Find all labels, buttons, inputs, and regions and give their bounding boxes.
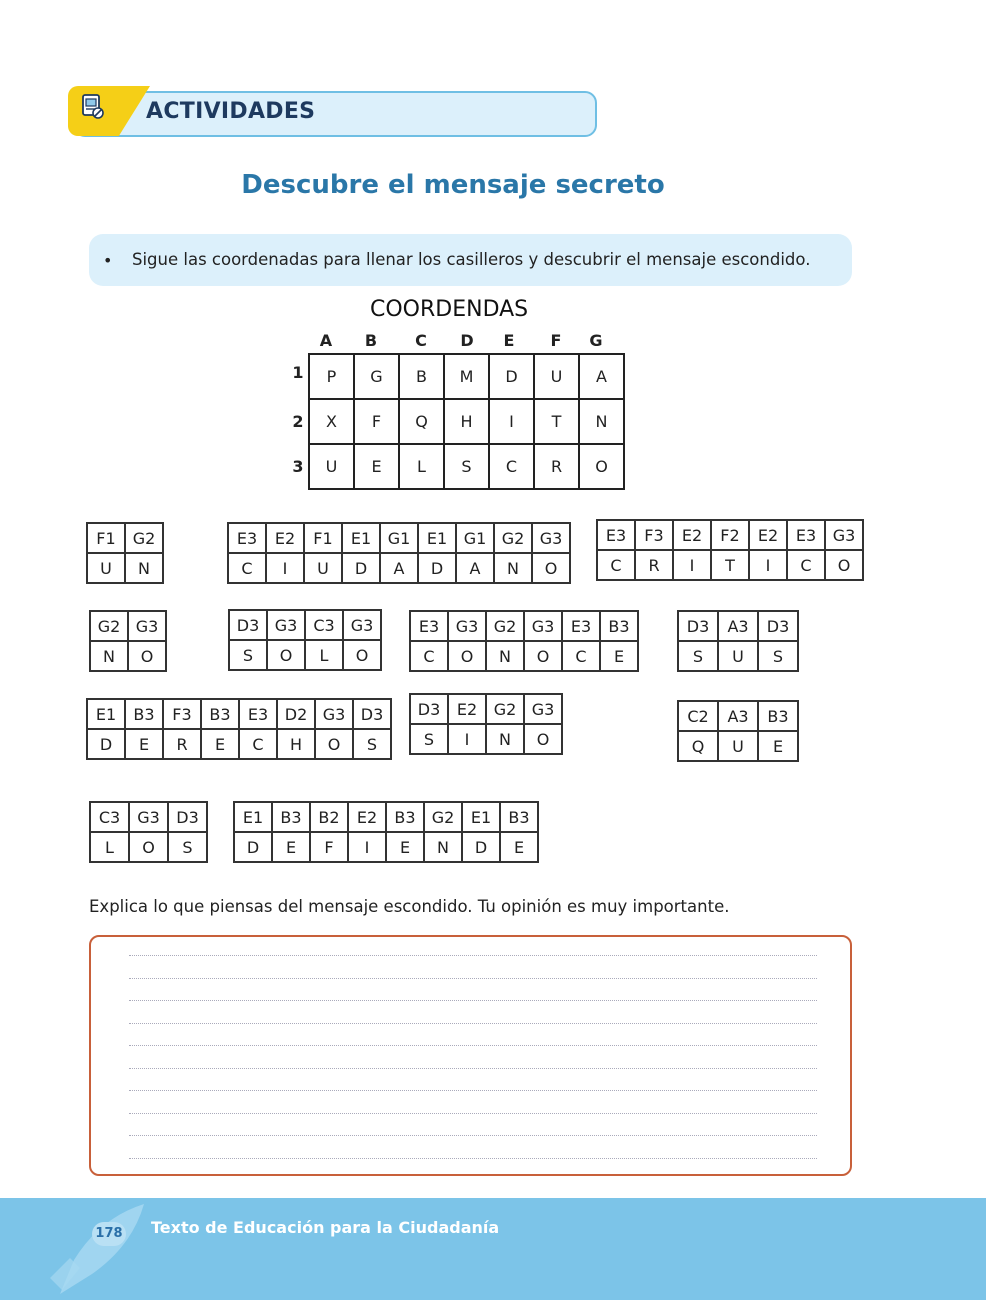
coordinate-code: E1 [418,523,456,553]
instruction-text: Sigue las coordenadas para llenar los casilleros y descubrir el mensaje escondido. [132,250,811,269]
grid-cell: M [444,354,489,399]
answer-letter[interactable]: D [234,832,272,862]
grid-cell: R [534,444,579,489]
writing-line [129,1000,817,1001]
answer-letter[interactable]: A [456,553,494,583]
column-letter: G [589,331,603,350]
coordinate-code: B3 [201,699,239,729]
answer-letter[interactable]: N [486,641,524,671]
coordinate-code: E1 [234,802,272,832]
answer-letter[interactable]: O [129,832,168,862]
coordinate-code: G2 [486,694,524,724]
answer-letter[interactable]: O [825,550,863,580]
answer-letter[interactable]: S [410,724,448,754]
grid-cell: I [489,399,534,444]
grid-cell: N [579,399,624,444]
answer-letter[interactable]: Q [678,731,718,761]
word-box [227,522,571,584]
coordinate-code: G1 [380,523,418,553]
answer-letter[interactable]: O [128,641,166,671]
answer-letter[interactable]: S [758,641,798,671]
explanation-prompt: Explica lo que piensas del mensaje escondido. Tu opinión es muy importante. [89,897,730,916]
answer-letter[interactable]: O [343,640,381,670]
coordinate-code: E3 [410,611,448,641]
activity-icon [78,92,106,120]
page-title [0,170,906,200]
column-letter: E [503,331,515,350]
coordinate-code: G3 [524,694,562,724]
coordinate-code: B2 [310,802,348,832]
word-box [677,610,799,672]
answer-letter[interactable]: S [353,729,391,759]
answer-letter[interactable]: S [229,640,267,670]
writing-line [129,1045,817,1046]
coordinate-code: A3 [718,611,758,641]
coordinate-code: E3 [787,520,825,550]
column-letter: D [460,331,474,350]
answer-letter[interactable]: N [424,832,462,862]
answer-letter[interactable]: O [524,724,562,754]
coordinate-code: G2 [424,802,462,832]
page-number: 178 [92,1222,126,1246]
answer-letter[interactable]: I [673,550,711,580]
answer-letter[interactable]: U [718,731,758,761]
coordinates-grid [308,353,625,490]
coordinate-code: D3 [353,699,391,729]
coordinate-code: F3 [163,699,201,729]
book-title: Texto de Educación para la Ciudadanía [151,1218,500,1237]
coordinate-code: E3 [228,523,266,553]
writing-line [129,1090,817,1091]
coordinate-code: C3 [90,802,129,832]
answer-letter[interactable]: N [125,553,163,583]
answer-letter[interactable]: F [310,832,348,862]
coordinate-code: C3 [305,610,343,640]
coordinate-code: D3 [410,694,448,724]
writing-line [129,955,817,956]
row-number: 2 [292,412,304,431]
answer-letter[interactable]: A [380,553,418,583]
grid-cell: X [309,399,354,444]
answer-letter[interactable]: O [267,640,305,670]
coordinate-code: E1 [342,523,380,553]
coordinate-code: D3 [168,802,207,832]
answer-letter[interactable]: D [462,832,500,862]
answer-letter[interactable]: U [87,553,125,583]
coordinate-code: E2 [266,523,304,553]
column-letter: C [415,331,427,350]
writing-line [129,1023,817,1024]
coordinate-code: E2 [448,694,486,724]
writing-line [129,1158,817,1159]
column-letter: A [319,331,333,350]
coordinate-code: F1 [87,523,125,553]
answer-letter[interactable]: L [305,640,343,670]
answer-letter[interactable]: H [277,729,315,759]
instruction-bullet: • [103,251,113,270]
grid-cell: P [309,354,354,399]
grid-cell: F [354,399,399,444]
row-number: 1 [292,363,304,382]
grid-cell: T [534,399,579,444]
word-box [228,609,382,671]
coordinate-code: A3 [718,701,758,731]
answer-letter[interactable]: D [87,729,125,759]
word-box [409,693,563,755]
coordinate-code: G3 [343,610,381,640]
writing-line [129,1068,817,1069]
answer-letter[interactable]: R [635,550,673,580]
word-box [86,522,164,584]
coordinate-code: F2 [711,520,749,550]
coordinate-code: G3 [825,520,863,550]
rocket-icon [40,1198,150,1300]
coordinate-code: E2 [673,520,711,550]
grid-cell: O [579,444,624,489]
grid-cell: Q [399,399,444,444]
coordinate-code: B3 [272,802,310,832]
coordinates-title: COORDENDAS [370,297,529,322]
answer-letter[interactable]: R [163,729,201,759]
coordinate-code: F1 [304,523,342,553]
coordinate-code: F3 [635,520,673,550]
word-box [86,698,392,760]
answer-letter[interactable]: D [418,553,456,583]
column-letter: B [364,331,378,350]
answer-letter[interactable]: O [524,641,562,671]
answer-letter[interactable]: E [125,729,163,759]
grid-cell: G [354,354,399,399]
word-box [233,801,539,863]
answer-letter[interactable]: O [315,729,353,759]
coordinate-code: B3 [125,699,163,729]
coordinate-code: B3 [600,611,638,641]
answer-letter[interactable]: I [448,724,486,754]
answer-letter[interactable]: T [711,550,749,580]
page-title-text: Descubre el mensaje secreto [241,170,665,200]
coordinate-code: B3 [758,701,798,731]
coordinate-code: G3 [267,610,305,640]
answer-letter[interactable]: I [749,550,787,580]
coordinate-code: G1 [456,523,494,553]
grid-cell: U [534,354,579,399]
coordinate-code: C2 [678,701,718,731]
answer-letter[interactable]: U [304,553,342,583]
coordinate-code: G2 [90,611,128,641]
writing-line [129,978,817,979]
coordinate-code: E1 [462,802,500,832]
coordinate-code: G3 [448,611,486,641]
coordinate-code: G3 [128,611,166,641]
coordinate-code: G3 [315,699,353,729]
coordinate-code: B3 [386,802,424,832]
coordinate-code: E2 [749,520,787,550]
answer-letter[interactable]: N [486,724,524,754]
answer-letter[interactable]: C [410,641,448,671]
grid-cell: A [579,354,624,399]
coordinate-code: E3 [239,699,277,729]
grid-cell: B [399,354,444,399]
answer-letter[interactable]: N [494,553,532,583]
coordinate-code: G2 [486,611,524,641]
row-number: 3 [292,457,304,476]
answer-letter[interactable]: U [718,641,758,671]
answer-letter[interactable]: O [532,553,570,583]
grid-cell: D [489,354,534,399]
answer-letter[interactable]: O [448,641,486,671]
coordinate-code: B3 [500,802,538,832]
answer-letter[interactable]: S [168,832,207,862]
coordinate-code: D3 [678,611,718,641]
answer-letter[interactable]: C [228,553,266,583]
column-letter: F [550,331,562,350]
answer-letter[interactable]: E [758,731,798,761]
answer-letter[interactable]: C [597,550,635,580]
answer-letter[interactable]: N [90,641,128,671]
word-box [409,610,639,672]
coordinate-code: G2 [125,523,163,553]
coordinate-code: G3 [532,523,570,553]
answer-box[interactable] [89,935,852,1176]
answer-letter[interactable]: C [239,729,277,759]
coordinate-code: G3 [524,611,562,641]
word-box [89,801,208,863]
grid-cell: E [354,444,399,489]
grid-cell: U [309,444,354,489]
answer-letter[interactable]: C [787,550,825,580]
answer-letter[interactable]: E [500,832,538,862]
answer-letter[interactable]: E [272,832,310,862]
answer-letter[interactable]: I [348,832,386,862]
grid-cell: L [399,444,444,489]
writing-line [129,1135,817,1136]
coordinate-code: D3 [758,611,798,641]
answer-letter[interactable]: E [201,729,239,759]
coordinate-code: E2 [348,802,386,832]
answer-letter[interactable]: C [562,641,600,671]
answer-letter[interactable]: I [266,553,304,583]
grid-cell: H [444,399,489,444]
writing-line [129,1113,817,1114]
coordinate-code: G3 [129,802,168,832]
answer-letter[interactable]: D [342,553,380,583]
grid-cell: C [489,444,534,489]
grid-cell: S [444,444,489,489]
word-box [89,610,167,672]
word-box [677,700,799,762]
coordinate-code: D3 [229,610,267,640]
coordinate-code: E3 [597,520,635,550]
answer-letter[interactable]: S [678,641,718,671]
activity-label: ACTIVIDADES [146,99,316,124]
coordinate-code: E1 [87,699,125,729]
answer-letter[interactable]: E [386,832,424,862]
coordinate-code: E3 [562,611,600,641]
coordinate-code: D2 [277,699,315,729]
answer-letter[interactable]: L [90,832,129,862]
word-box [596,519,864,581]
answer-letter[interactable]: E [600,641,638,671]
coordinate-code: G2 [494,523,532,553]
